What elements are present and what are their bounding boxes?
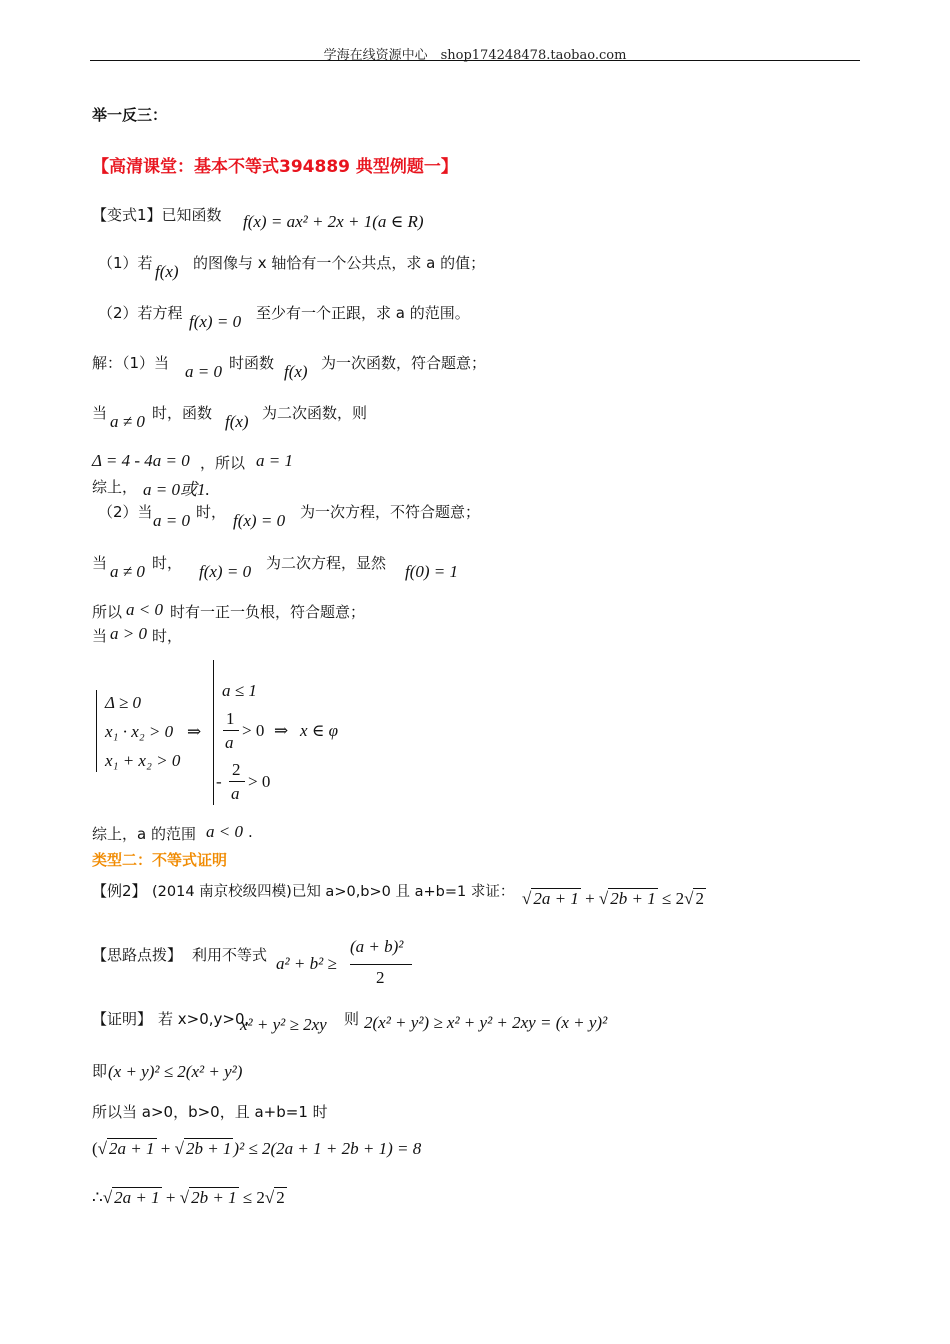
- hint-text: 利用不等式: [192, 946, 268, 964]
- proof-l5-sqrt3: 2: [276, 1188, 285, 1207]
- sol-l6-f0: f(0) = 1: [405, 562, 459, 581]
- system2-row3-minus: -: [216, 772, 222, 791]
- sol-l5-mid: 时，: [196, 503, 227, 521]
- sol-l5-a: a = 0: [153, 511, 190, 530]
- proof-l4-open: (: [92, 1139, 98, 1158]
- sol-l1-post: 为一次函数，符合题意；: [321, 354, 487, 372]
- sol-l2-post: 为二次函数，则: [262, 404, 368, 422]
- q1-function: f(x): [155, 262, 179, 281]
- sol-l6-a: a ≠ 0: [110, 562, 145, 581]
- system1-row1: Δ ≥ 0: [105, 693, 142, 712]
- sol-l1-f: f(x): [284, 362, 308, 381]
- q2-prefix: （2）若方程: [98, 304, 183, 322]
- system2-row2-fraction-bar: [223, 730, 239, 731]
- system2-row3-tail: > 0: [248, 772, 271, 791]
- sol-l6-mid2: 为二次方程，显然: [266, 554, 387, 572]
- section-title: 举一反三：: [92, 106, 168, 124]
- proof-l4-sqrt1: 2a + 1: [109, 1139, 155, 1158]
- example2-label: 【例2】: [92, 882, 147, 900]
- sol-l3-discriminant: Δ = 4 - 4a = 0: [92, 451, 190, 470]
- example2-sqrt1: 2a + 1: [533, 889, 579, 908]
- sol-l2-prefix: 当: [92, 404, 108, 422]
- proof-l3: 所以当 a>0，b>0，且 a+b=1 时: [92, 1103, 328, 1121]
- system2-row3-denominator: a: [231, 784, 240, 803]
- sol-l8-post: 时，: [152, 627, 183, 645]
- page-header: 学海在线资源中心 shop174248478.taobao.com: [323, 48, 627, 63]
- proof-then: 则: [344, 1010, 360, 1028]
- proof-ineq1: x² + y² ≥ 2xy: [240, 1015, 327, 1034]
- sol-l5-prefix: （2）当: [98, 503, 153, 521]
- sol-l1-mid: 时函数: [229, 354, 275, 372]
- sol-l3-a: a = 1: [256, 451, 293, 470]
- header-rule: [90, 60, 860, 61]
- proof-l4-sqrt2: 2b + 1: [185, 1139, 232, 1158]
- example2-sqrt3: 2: [695, 889, 704, 908]
- sol-l4-value: a = 0或1.: [143, 480, 210, 499]
- system2-row3-fraction-bar: [229, 781, 245, 782]
- sol-l4-prefix: 综上，: [92, 478, 138, 496]
- conclusion-a: a < 0: [206, 822, 243, 841]
- hint-fraction-bar: [350, 964, 412, 965]
- proof-text: 若 x>0,y>0,: [158, 1010, 250, 1028]
- sol-l6-prefix: 当: [92, 554, 108, 572]
- example2-sqrt2: 2b + 1: [610, 889, 656, 908]
- example2-le: ≤ 2: [662, 889, 685, 908]
- system2-row1: a ≤ 1: [222, 681, 257, 700]
- proof-l4: (√ 2a + 1 + √ 2b + 1 )² ≤ 2(2a + 1 + 2b + 1) = 8: [92, 1139, 422, 1158]
- proof-l5-sqrt2: 2b + 1: [191, 1188, 237, 1207]
- implies-arrow-2: ⇒: [274, 721, 289, 740]
- system1-row3: x₁ + x₂ > 0: [105, 751, 181, 770]
- q2-equation: f(x) = 0: [189, 312, 242, 331]
- example2-inequality: √ 2a + 1 + √ 2b + 1 ≤ 2√ 2: [522, 889, 704, 908]
- sol-l1-prefix: 解：（1）当: [92, 354, 170, 372]
- sol-l8-prefix: 当: [92, 627, 108, 645]
- system1-row2: x₁ · x₂ > 0: [105, 722, 174, 741]
- proof-l5: ∴√ 2a + 1 + √ 2b + 1 ≤ 2√ 2: [92, 1188, 285, 1207]
- result-empty-set: x ∈ φ: [300, 721, 339, 740]
- proof-l2-eq: (x + y)² ≤ 2(x² + y²): [108, 1062, 243, 1081]
- system2-row2-denominator: a: [225, 733, 234, 752]
- proof-label: 【证明】: [92, 1010, 153, 1028]
- proof-l4-plus: +: [160, 1139, 171, 1158]
- hint-numerator: (a + b)²: [350, 937, 404, 956]
- conclusion-period: .: [248, 823, 253, 841]
- sol-l8-a: a > 0: [110, 624, 147, 643]
- sol-l2-f: f(x): [225, 412, 249, 431]
- example2-plus: +: [585, 889, 595, 908]
- system1-brace: [96, 690, 97, 772]
- example2-text: (2014 南京校级四模)已知 a>0,b>0 且 a+b=1 求证：: [152, 884, 515, 900]
- variant-function: f(x) = ax² + 2x + 1(a ∈ R): [243, 212, 424, 231]
- proof-l5-sqrt1: 2a + 1: [114, 1188, 160, 1207]
- variant-label: 【变式1】已知函数: [92, 206, 222, 224]
- q1-prefix: （1）若: [98, 254, 153, 272]
- system2-row3-numerator: 2: [232, 760, 241, 779]
- hint-denominator: 2: [376, 968, 385, 987]
- sol-l7-a: a < 0: [126, 600, 163, 619]
- implies-arrow-1: ⇒: [187, 722, 202, 741]
- system2-row2-numerator: 1: [226, 709, 235, 728]
- sol-l3-mid: ，所以: [200, 454, 246, 472]
- sol-l7-prefix: 所以: [92, 603, 123, 621]
- type2-title: 类型二：不等式证明: [92, 851, 228, 869]
- proof-l5-le: ≤ 2: [242, 1188, 265, 1207]
- system2-brace: [213, 660, 214, 805]
- sol-l6-mid: 时，: [152, 554, 183, 572]
- sol-l6-f: f(x) = 0: [199, 562, 252, 581]
- proof-l4-tail: )² ≤ 2(2a + 1 + 2b + 1) = 8: [233, 1139, 422, 1158]
- proof-l5-plus: +: [165, 1188, 176, 1207]
- system2-row2-tail: > 0: [242, 721, 265, 740]
- conclusion-prefix: 综上，a 的范围: [92, 825, 196, 843]
- sol-l5-post: 为一次方程，不符合题意；: [300, 503, 481, 521]
- hint-label: 【思路点拨】: [92, 946, 183, 964]
- sol-l5-f: f(x) = 0: [233, 511, 286, 530]
- proof-l2-prefix: 即: [92, 1062, 108, 1080]
- sol-l1-a: a = 0: [185, 362, 222, 381]
- q2-text: 至少有一个正跟，求 a 的范围。: [256, 304, 470, 322]
- q1-text: 的图像与 x 轴恰有一个公共点，求 a 的值；: [193, 254, 486, 272]
- sol-l2-mid: 时，函数: [152, 404, 213, 422]
- hint-lhs: a² + b² ≥: [276, 954, 337, 973]
- proof-l5-therefore: ∴: [92, 1188, 103, 1207]
- proof-ineq2: 2(x² + y²) ≥ x² + y² + 2xy = (x + y)²: [364, 1013, 608, 1032]
- sol-l2-a: a ≠ 0: [110, 412, 145, 431]
- course-title: 【高清课堂：基本不等式394889 典型例题一】: [92, 157, 458, 177]
- sol-l7-post: 时有一正一负根，符合题意；: [170, 603, 366, 621]
